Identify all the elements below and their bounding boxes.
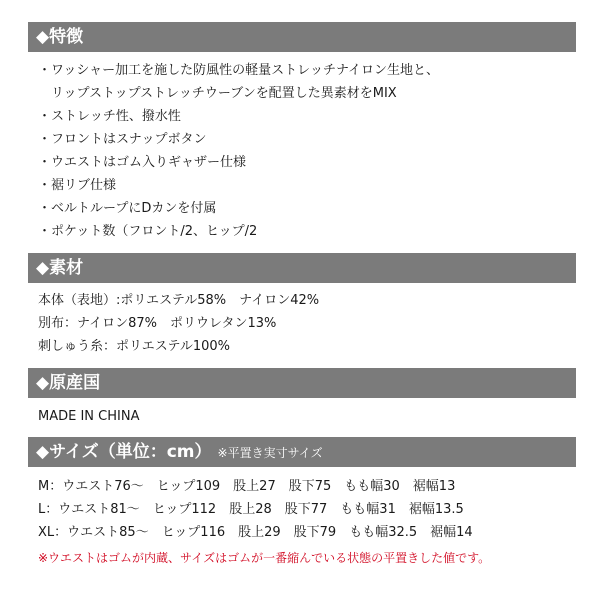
size-row: L：ウエスト81〜 ヒップ112 股上28 股下77 もも幅31 裾幅13.5 (38, 502, 464, 517)
material-item: 刺しゅう糸：ポリエステル100% (38, 339, 230, 354)
features-title: ◆特徴 (36, 27, 84, 47)
material-item: 別布：ナイロン87% ポリウレタン13% (38, 316, 277, 331)
features-header (28, 22, 576, 52)
size-footnote: ※ウエストはゴムが内蔵、サイズはゴムが一番縮んでいる状態の平置きした値です。 (38, 551, 491, 565)
material-item: 本体（表地）:ポリエステル58% ナイロン42% (38, 293, 320, 308)
feature-item: ・裾リブ仕様 (38, 178, 117, 193)
origin-header (28, 368, 576, 398)
feature-item: ・ポケット数（フロント/2、ヒップ/2 (38, 224, 258, 239)
size-title: ◆サイズ（単位：cm） (36, 442, 212, 462)
feature-item: ・ウエストはゴム入りギャザー仕様 (38, 155, 247, 170)
size-header (28, 437, 576, 467)
materials-header (28, 253, 576, 283)
origin-title: ◆原産国 (36, 373, 101, 393)
feature-item: ・フロントはスナップボタン (38, 132, 207, 147)
feature-item: ・ストレッチ性、撥水性 (38, 109, 181, 124)
origin-value: MADE IN CHINA (38, 409, 140, 424)
feature-item: ・ワッシャー加工を施した防風性の軽量ストレッチナイロン生地と、 (38, 63, 440, 78)
size-row: XL：ウエスト85〜 ヒップ116 股上29 股下79 もも幅32.5 裾幅14 (38, 525, 473, 540)
size-row: M：ウエスト76〜 ヒップ109 股上27 股下75 もも幅30 裾幅13 (38, 479, 456, 494)
size-note: ※平置き実寸サイズ (217, 446, 323, 460)
feature-item: ・ベルトループにDカンを付属 (38, 201, 217, 216)
materials-title: ◆素材 (36, 258, 84, 278)
feature-item: リップストップストレッチウーブンを配置した異素材をMIX (38, 86, 397, 101)
